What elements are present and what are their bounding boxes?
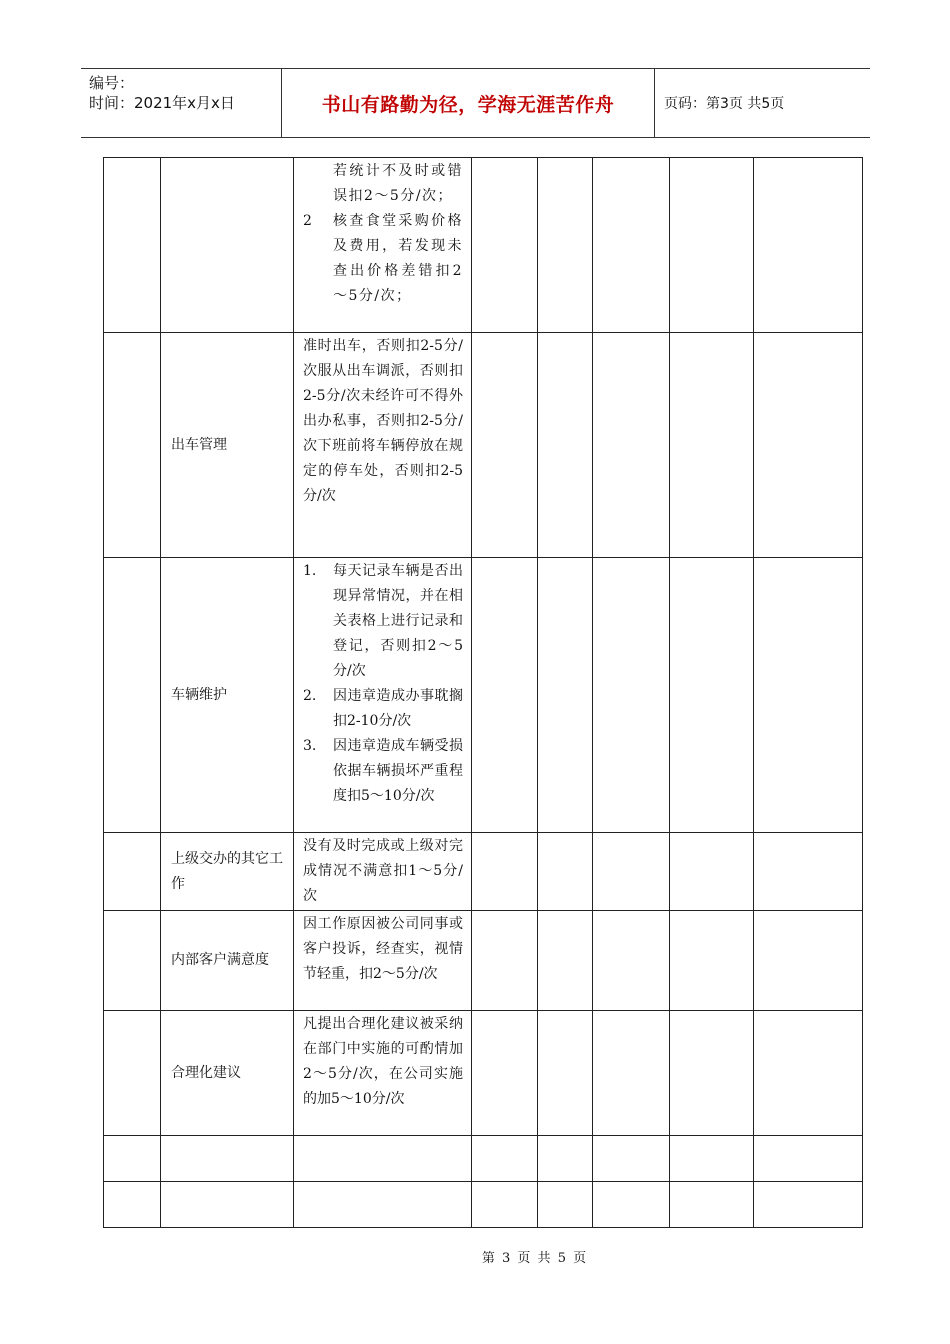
standard-cell (294, 558, 472, 833)
score-cell (670, 1011, 754, 1136)
index-cell (104, 1011, 161, 1136)
line-text: 因违章造成车辆受损依据车辆损坏严重程度扣5～10分/次 (333, 738, 463, 804)
item-cell: 内部客户满意度 (161, 911, 294, 1011)
standard-cell: 准时出车，否则扣2-5分/次服从出车调派，否则扣2-5分/次未经许可不得外出办私事，否则扣2-5分/次下班前将车辆停放在规定的停车处，否则扣2-5分/次 (294, 333, 472, 558)
header-motto: 书山有路勤为径，学海无涯苦作舟 (321, 93, 615, 116)
table-row (104, 911, 863, 1011)
line-number: 2. (303, 688, 317, 704)
assessment-table (103, 157, 863, 1228)
score-cell (472, 333, 538, 558)
empty-cell (593, 1136, 670, 1182)
score-cell (593, 333, 670, 558)
score-cell (670, 558, 754, 833)
line-number (303, 159, 333, 209)
table-row (104, 1011, 863, 1136)
item-cell: 合理化建议 (161, 1011, 294, 1136)
remark-cell (754, 911, 863, 1011)
header-meta (81, 69, 281, 137)
page-footer (0, 1247, 950, 1266)
footer-page-number: 第 3 页 共 5 页 (481, 1251, 587, 1266)
score-cell (538, 833, 593, 911)
score-cell (472, 158, 538, 333)
remark-cell (754, 158, 863, 333)
index-cell (104, 158, 161, 333)
time-label: 时间：2021年x月x日 (89, 94, 235, 112)
table-row-empty (104, 1182, 863, 1228)
score-cell (538, 911, 593, 1011)
score-cell (472, 558, 538, 833)
index-cell (104, 833, 161, 911)
score-cell (593, 558, 670, 833)
score-cell (670, 911, 754, 1011)
table-row-empty (104, 1136, 863, 1182)
line-text: 核查食堂采购价格及费用，若发现未查出价格差错扣2～5分/次； (333, 213, 463, 304)
score-cell (593, 1011, 670, 1136)
standard-cell: 没有及时完成或上级对完成情况不满意扣1～5分/次 (294, 833, 472, 911)
line-number: 3. (303, 738, 317, 754)
line-number: 1. (303, 563, 317, 579)
index-cell (104, 911, 161, 1011)
table-row (104, 158, 863, 333)
header-divider (654, 69, 655, 137)
number-label: 编号： (89, 74, 135, 92)
table-row (104, 333, 863, 558)
empty-cell (593, 1182, 670, 1228)
standard-line (303, 559, 463, 684)
score-cell (593, 158, 670, 333)
empty-cell (472, 1182, 538, 1228)
score-cell (593, 833, 670, 911)
standard-line (303, 684, 463, 734)
remark-cell (754, 558, 863, 833)
item-cell (161, 158, 294, 333)
line-number: 2 (303, 213, 314, 229)
page-header (81, 68, 870, 138)
empty-cell (104, 1136, 161, 1182)
score-cell (538, 1011, 593, 1136)
score-cell (670, 333, 754, 558)
remark-cell (754, 333, 863, 558)
empty-cell (754, 1136, 863, 1182)
score-cell (472, 911, 538, 1011)
score-cell (670, 833, 754, 911)
empty-cell (754, 1182, 863, 1228)
item-cell: 车辆维护 (161, 558, 294, 833)
standard-cell (294, 158, 472, 333)
score-cell (472, 1011, 538, 1136)
line-text: 若统计不及时或错误扣2～5分/次； (333, 163, 463, 204)
score-cell (538, 158, 593, 333)
empty-cell (538, 1136, 593, 1182)
table-row (104, 833, 863, 911)
remark-cell (754, 833, 863, 911)
empty-cell (161, 1182, 294, 1228)
standard-line (303, 159, 463, 209)
empty-cell (294, 1182, 472, 1228)
standard-line (303, 209, 463, 309)
line-text: 因违章造成办事耽搁扣2-10分/次 (333, 688, 463, 729)
standard-cell: 因工作原因被公司同事或客户投诉，经查实，视情节轻重，扣2～5分/次 (294, 911, 472, 1011)
item-cell: 出车管理 (161, 333, 294, 558)
empty-cell (538, 1182, 593, 1228)
remark-cell (754, 1011, 863, 1136)
empty-cell (104, 1182, 161, 1228)
empty-cell (161, 1136, 294, 1182)
score-cell (538, 558, 593, 833)
item-cell: 上级交办的其它工作 (161, 833, 294, 911)
empty-cell (294, 1136, 472, 1182)
score-cell (593, 911, 670, 1011)
empty-cell (670, 1182, 754, 1228)
line-text: 每天记录车辆是否出现异常情况，并在相关表格上进行记录和登记，否则扣2～5分/次 (333, 563, 463, 679)
table-row (104, 558, 863, 833)
empty-cell (670, 1136, 754, 1182)
empty-cell (472, 1136, 538, 1182)
score-cell (538, 333, 593, 558)
standard-line (303, 734, 463, 809)
score-cell (670, 158, 754, 333)
score-cell (472, 833, 538, 911)
standard-cell: 凡提出合理化建议被采纳在部门中实施的可酌情加2～5分/次，在公司实施的加5～10分/次 (294, 1011, 472, 1136)
index-cell (104, 333, 161, 558)
header-page-info: 页码：第3页 共5页 (664, 96, 785, 112)
index-cell (104, 558, 161, 833)
